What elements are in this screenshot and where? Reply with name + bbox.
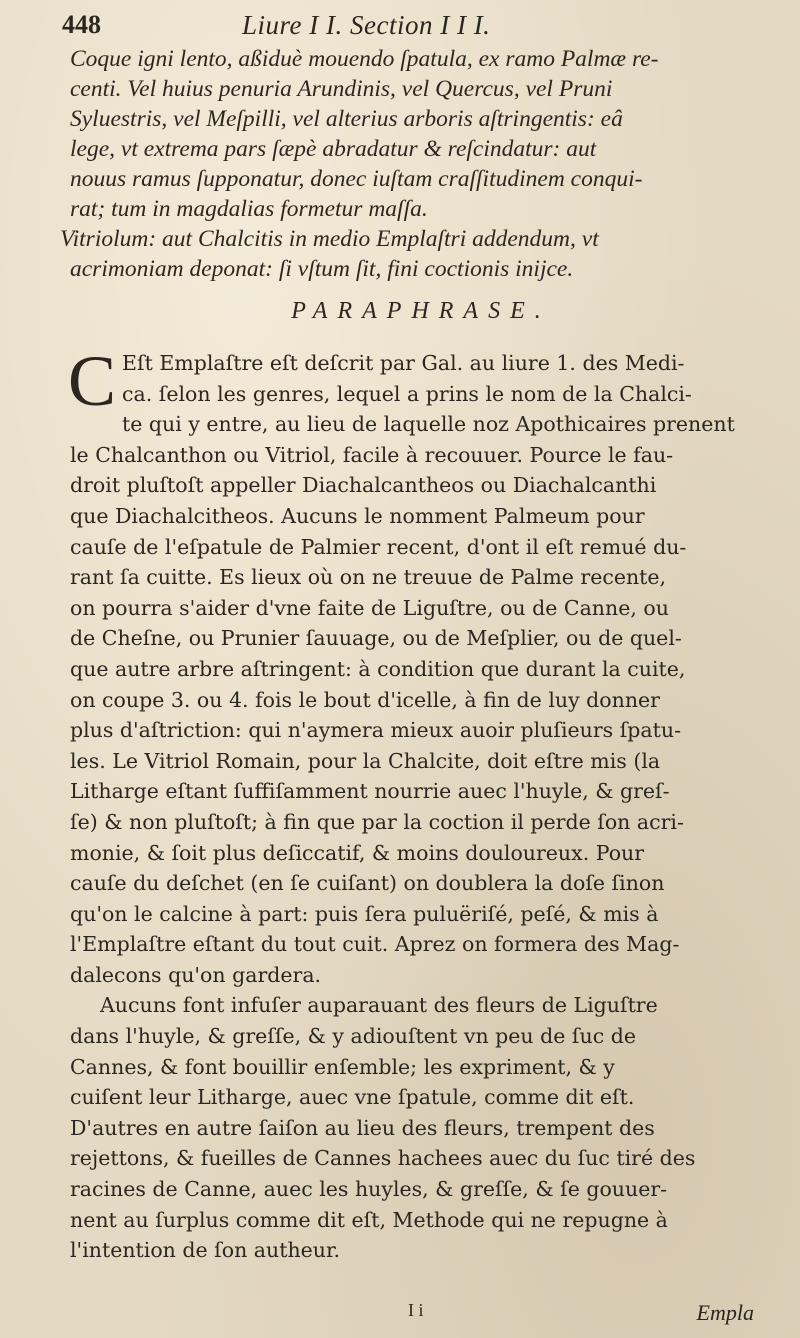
paraphrase-line: plus d'aſtriction: qui n'aymera mieux auoir pluſieurs ſpatu- — [70, 718, 682, 743]
paraphrase-line: te qui y entre, au lieu de laquelle noz Apothicaires prenent — [122, 412, 735, 437]
paraphrase-line: on pourra s'aider d'vne faite de Liguſtre, ou de Canne, ou — [70, 595, 669, 620]
paraphrase-line: que Diachalcitheos. Aucuns le nomment Palmeum pour — [70, 503, 645, 528]
paraphrase-line: Cannes, & font bouillir enſemble; les expriment, & y — [70, 1054, 615, 1079]
paraphrase-line: rejettons, & fueilles de Cannes hachees auec du ſuc tiré des — [70, 1146, 696, 1171]
paraphrase-line: qu'on le calcine à part: puis ſera puluëriſé, peſé, & mis à — [70, 901, 659, 926]
recipe-line: rat; tum in magdalias formetur maſſa. — [70, 196, 428, 222]
page-number: 448 — [62, 10, 101, 39]
paraphrase-line: les. Le Vitriol Romain, pour la Chalcite, doit eſtre mis (la — [70, 748, 661, 773]
recipe-line: lege, vt extrema pars ſæpè abradatur & reſcindatur: aut — [70, 136, 597, 162]
paraphrase-line: Litharge eſtant ſuffiſamment nourrie auec l'huyle, & greſ- — [70, 779, 670, 804]
paraphrase-line: Eſt Emplaſtre eſt deſcrit par Gal. au liure 1. des Medi- — [122, 351, 685, 375]
page-header — [62, 10, 772, 42]
recipe-line: nouus ramus ſupponatur, donec iuſtam craſſitudinem conqui- — [70, 166, 643, 192]
paraphrase-line: de Cheſne, ou Prunier ſauuage, ou de Meſplier, ou de quel- — [70, 626, 682, 651]
recipe-line: Vitriolum: aut Chalcitis in medio Emplaſtri addendum, vt — [60, 226, 599, 252]
paraphrase-line: ſe) & non pluſtoſt; à fin que par la coction il perde ſon acri- — [70, 809, 684, 834]
paraphrase-line: cauſe du deſchet (en ſe cuiſant) on doublera la doſe ſinon — [70, 871, 665, 896]
paraphrase-line: droit pluſtoſt appeller Diachalcantheos ou Diachalcanthi — [70, 473, 657, 498]
section-heading: PARAPHRASE. — [291, 298, 551, 324]
paraphrase-line: ca. ſelon les genres, lequel a prins le nom de la Chalci- — [122, 381, 692, 406]
paraphrase-line: Aucuns font infuſer auparauant des fleurs de Liguſtre — [100, 993, 658, 1018]
recipe-line: acrimoniam deponat: ſi vſtum ſit, fini coctionis inijce. — [70, 256, 574, 282]
paraphrase-line: le Chalcanthon ou Vitriol, facile à recouuer. Pource le fau- — [70, 442, 674, 467]
paraphrase-line: monie, & ſoit plus deſiccatif, & moins douloureux. Pour — [70, 840, 645, 865]
recipe-line: Coque igni lento, aßiduè mouendo ſpatula, ex ramo Palmæ re- — [70, 46, 659, 72]
paraphrase-line: nent au ſurplus comme dit eſt, Methode qui ne repugne à — [70, 1207, 668, 1232]
recipe-line: centi. Vel huius penuria Arundinis, vel Quercus, vel Pruni — [70, 76, 613, 102]
signature-mark: I i — [408, 1300, 424, 1320]
paraphrase-line: racines de Canne, auec les huyles, & greſſe, & ſe gouuer- — [70, 1177, 668, 1202]
paraphrase-text — [68, 341, 772, 1266]
paraphrase-line: D'autres en autre ſaiſon au lieu des fleurs, trempent des — [70, 1115, 655, 1140]
paraphrase-line: rant ſa cuitte. Es lieux où on ne treuue de Palme recente, — [70, 565, 667, 590]
section-heading-block — [70, 298, 772, 325]
paraphrase-line: dans l'huyle, & greſſe, & y adiouſtent vn peu de ſuc de — [70, 1024, 636, 1049]
paraphrase-line: l'Emplaſtre eſtant du tout cuit. Aprez on formera des Mag- — [70, 932, 680, 957]
latin-recipe-text — [60, 44, 772, 284]
paraphrase-line: l'intention de ſon autheur. — [70, 1238, 341, 1263]
catchword: Empla — [696, 1300, 754, 1325]
paraphrase-line: cauſe de l'eſpatule de Palmier recent, d'ont il eſt remué du- — [70, 534, 687, 559]
paraphrase-line: cuiſent leur Litharge, auec vne ſpatule, comme dit eſt. — [70, 1085, 635, 1110]
paraphrase-line: on coupe 3. ou 4. fois le bout d'icelle, à fin de luy donner — [70, 687, 660, 712]
paraphrase-line: que autre arbre aſtringent: à condition que durant la cuite, — [70, 656, 686, 681]
recipe-line: Syluestris, vel Meſpilli, vel alterius arboris aſtringentis: eâ — [70, 106, 623, 132]
drop-capital: C — [68, 341, 117, 421]
paraphrase-line: dalecons qu'on gardera. — [70, 962, 322, 987]
running-head: Liure I I. Section I I I. — [242, 10, 491, 40]
